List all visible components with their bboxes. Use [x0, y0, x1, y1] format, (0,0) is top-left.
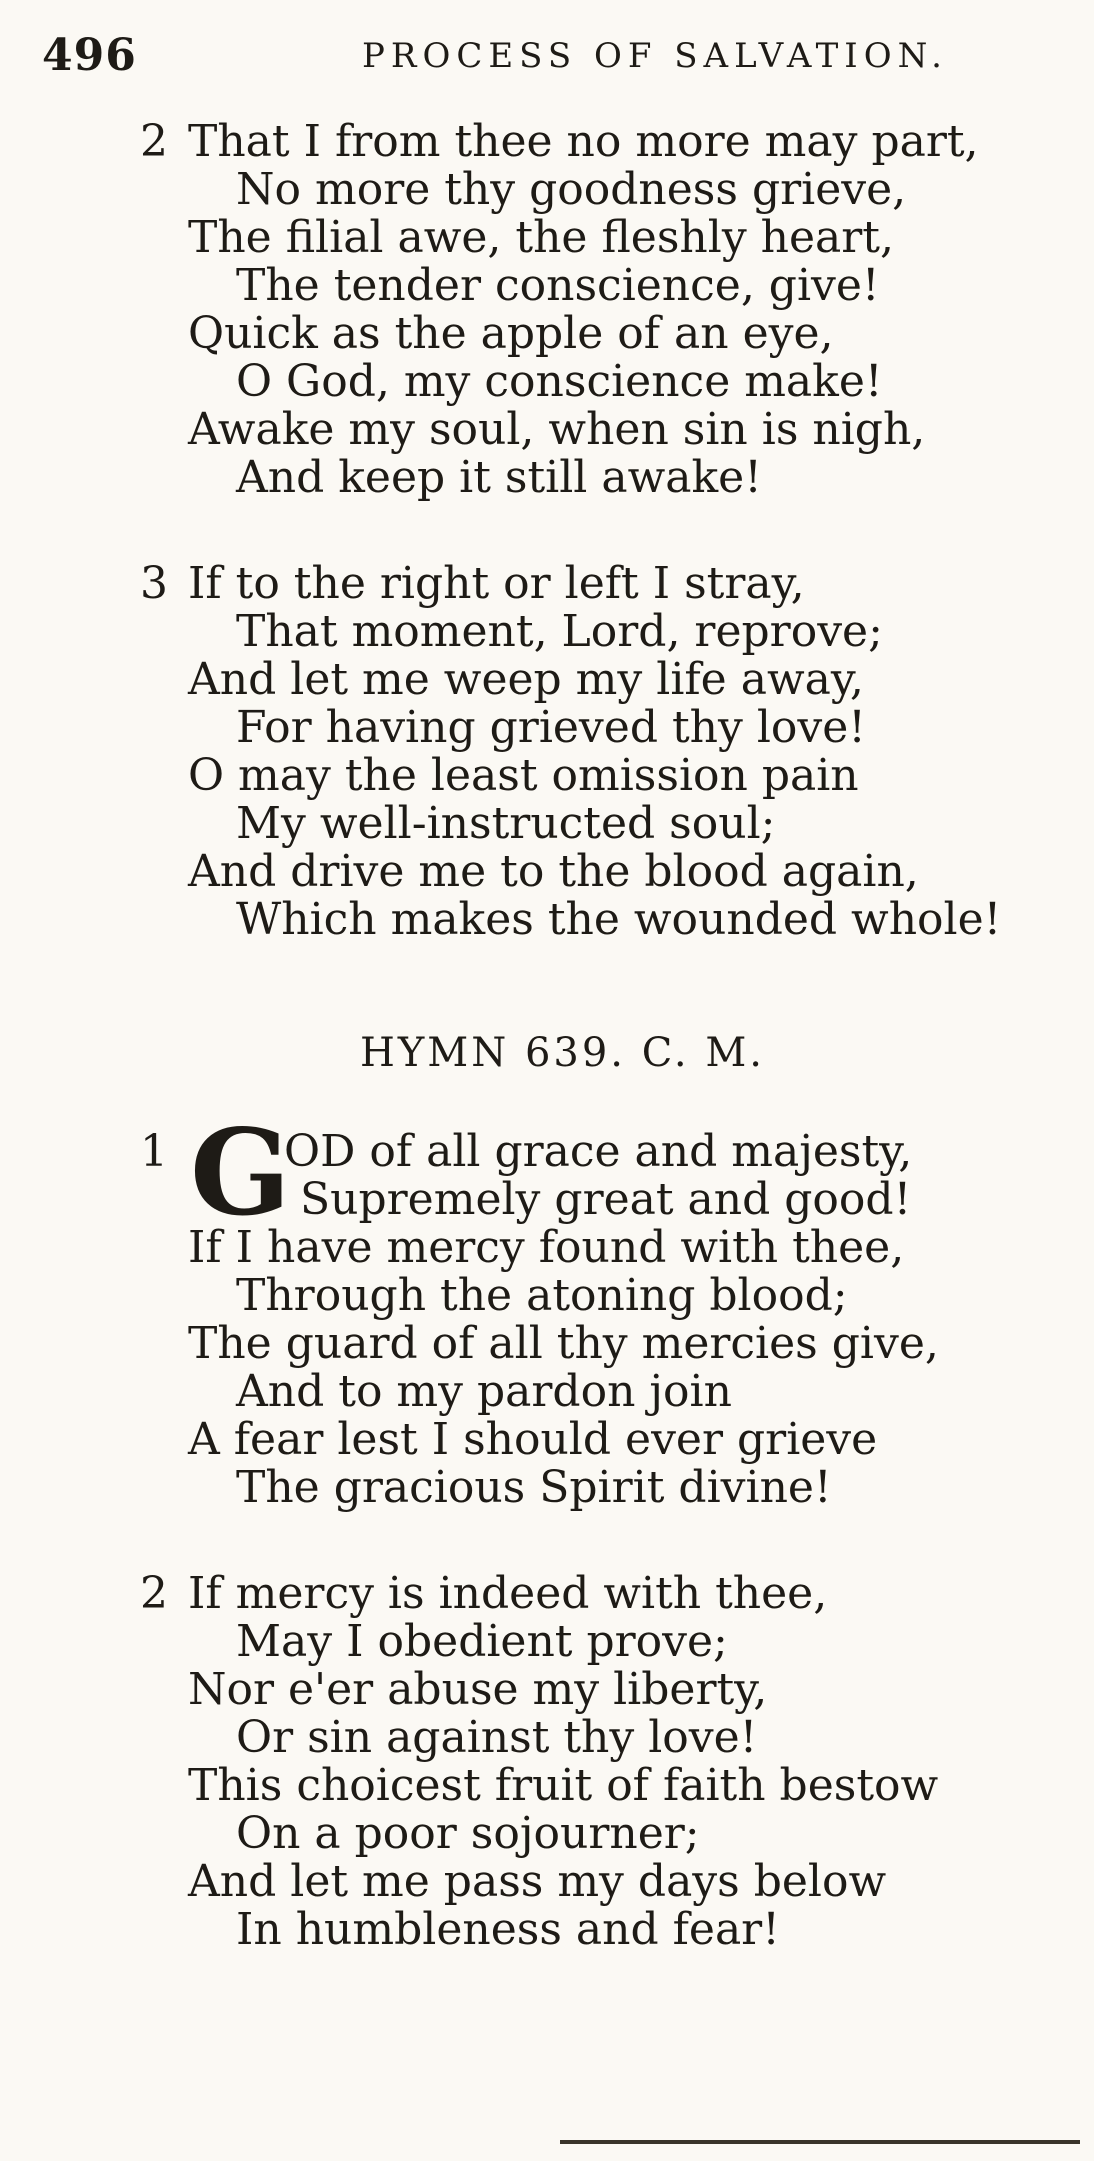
verse-line: The tender conscience, give!	[236, 260, 880, 311]
verse-line: If mercy is indeed with thee,	[188, 1568, 828, 1619]
verse-line: And to my pardon join	[236, 1366, 732, 1417]
verse-line: The filial awe, the fleshly heart,	[188, 212, 894, 263]
verse-line: The guard of all thy mercies give,	[188, 1318, 939, 1369]
verse-line: In humbleness and fear!	[236, 1904, 780, 1955]
verse-line: If to the right or left I stray,	[188, 558, 805, 609]
verse-line: And keep it still awake!	[236, 452, 762, 503]
drop-cap: G	[190, 1103, 291, 1242]
verse-line: And let me weep my life away,	[188, 654, 864, 705]
verse-line: O may the least omission pain	[188, 750, 859, 801]
verse-line: On a poor sojourner;	[236, 1808, 700, 1859]
verse-line: Or sin against thy love!	[236, 1712, 758, 1763]
hymn-heading: HYMN 639. C. M.	[360, 1030, 766, 1076]
verse-line: No more thy goodness grieve,	[236, 164, 907, 215]
verse-line: Through the atoning blood;	[236, 1270, 848, 1321]
verse-line: May I obedient prove;	[236, 1616, 728, 1667]
stanza-number: 2	[140, 116, 168, 167]
verse-line: For having grieved thy love!	[236, 702, 866, 753]
verse-line: OD of all grace and majesty,	[284, 1126, 913, 1177]
verse-line: That I from thee no more may part,	[188, 116, 979, 167]
footer-rule	[560, 2140, 1080, 2144]
verse-line: That moment, Lord, reprove;	[236, 606, 883, 657]
verse-line: A fear lest I should ever grieve	[188, 1414, 878, 1465]
verse-line: Supremely great and good!	[300, 1174, 912, 1225]
stanza-number: 2	[140, 1568, 168, 1619]
verse-line: And let me pass my days below	[188, 1856, 887, 1907]
verse-line: The gracious Spirit divine!	[236, 1462, 832, 1513]
verse-line: My well-instructed soul;	[236, 798, 776, 849]
verse-line: Which makes the wounded whole!	[236, 894, 1002, 945]
verse-line: Nor e'er abuse my liberty,	[188, 1664, 768, 1715]
page-header	[42, 30, 1052, 90]
stanza-number: 3	[140, 558, 168, 609]
page-number: 496	[42, 30, 137, 81]
verse-line: And drive me to the blood again,	[188, 846, 919, 897]
stanza-number: 1	[140, 1126, 168, 1177]
verse-line: Awake my soul, when sin is nigh,	[188, 404, 926, 455]
running-head: PROCESS OF SALVATION.	[362, 36, 948, 76]
verse-line: This choicest fruit of faith bestow	[188, 1760, 939, 1811]
verse-line: O God, my conscience make!	[236, 356, 883, 407]
verse-line: Quick as the apple of an eye,	[188, 308, 834, 359]
verse-line: If I have mercy found with thee,	[188, 1222, 905, 1273]
